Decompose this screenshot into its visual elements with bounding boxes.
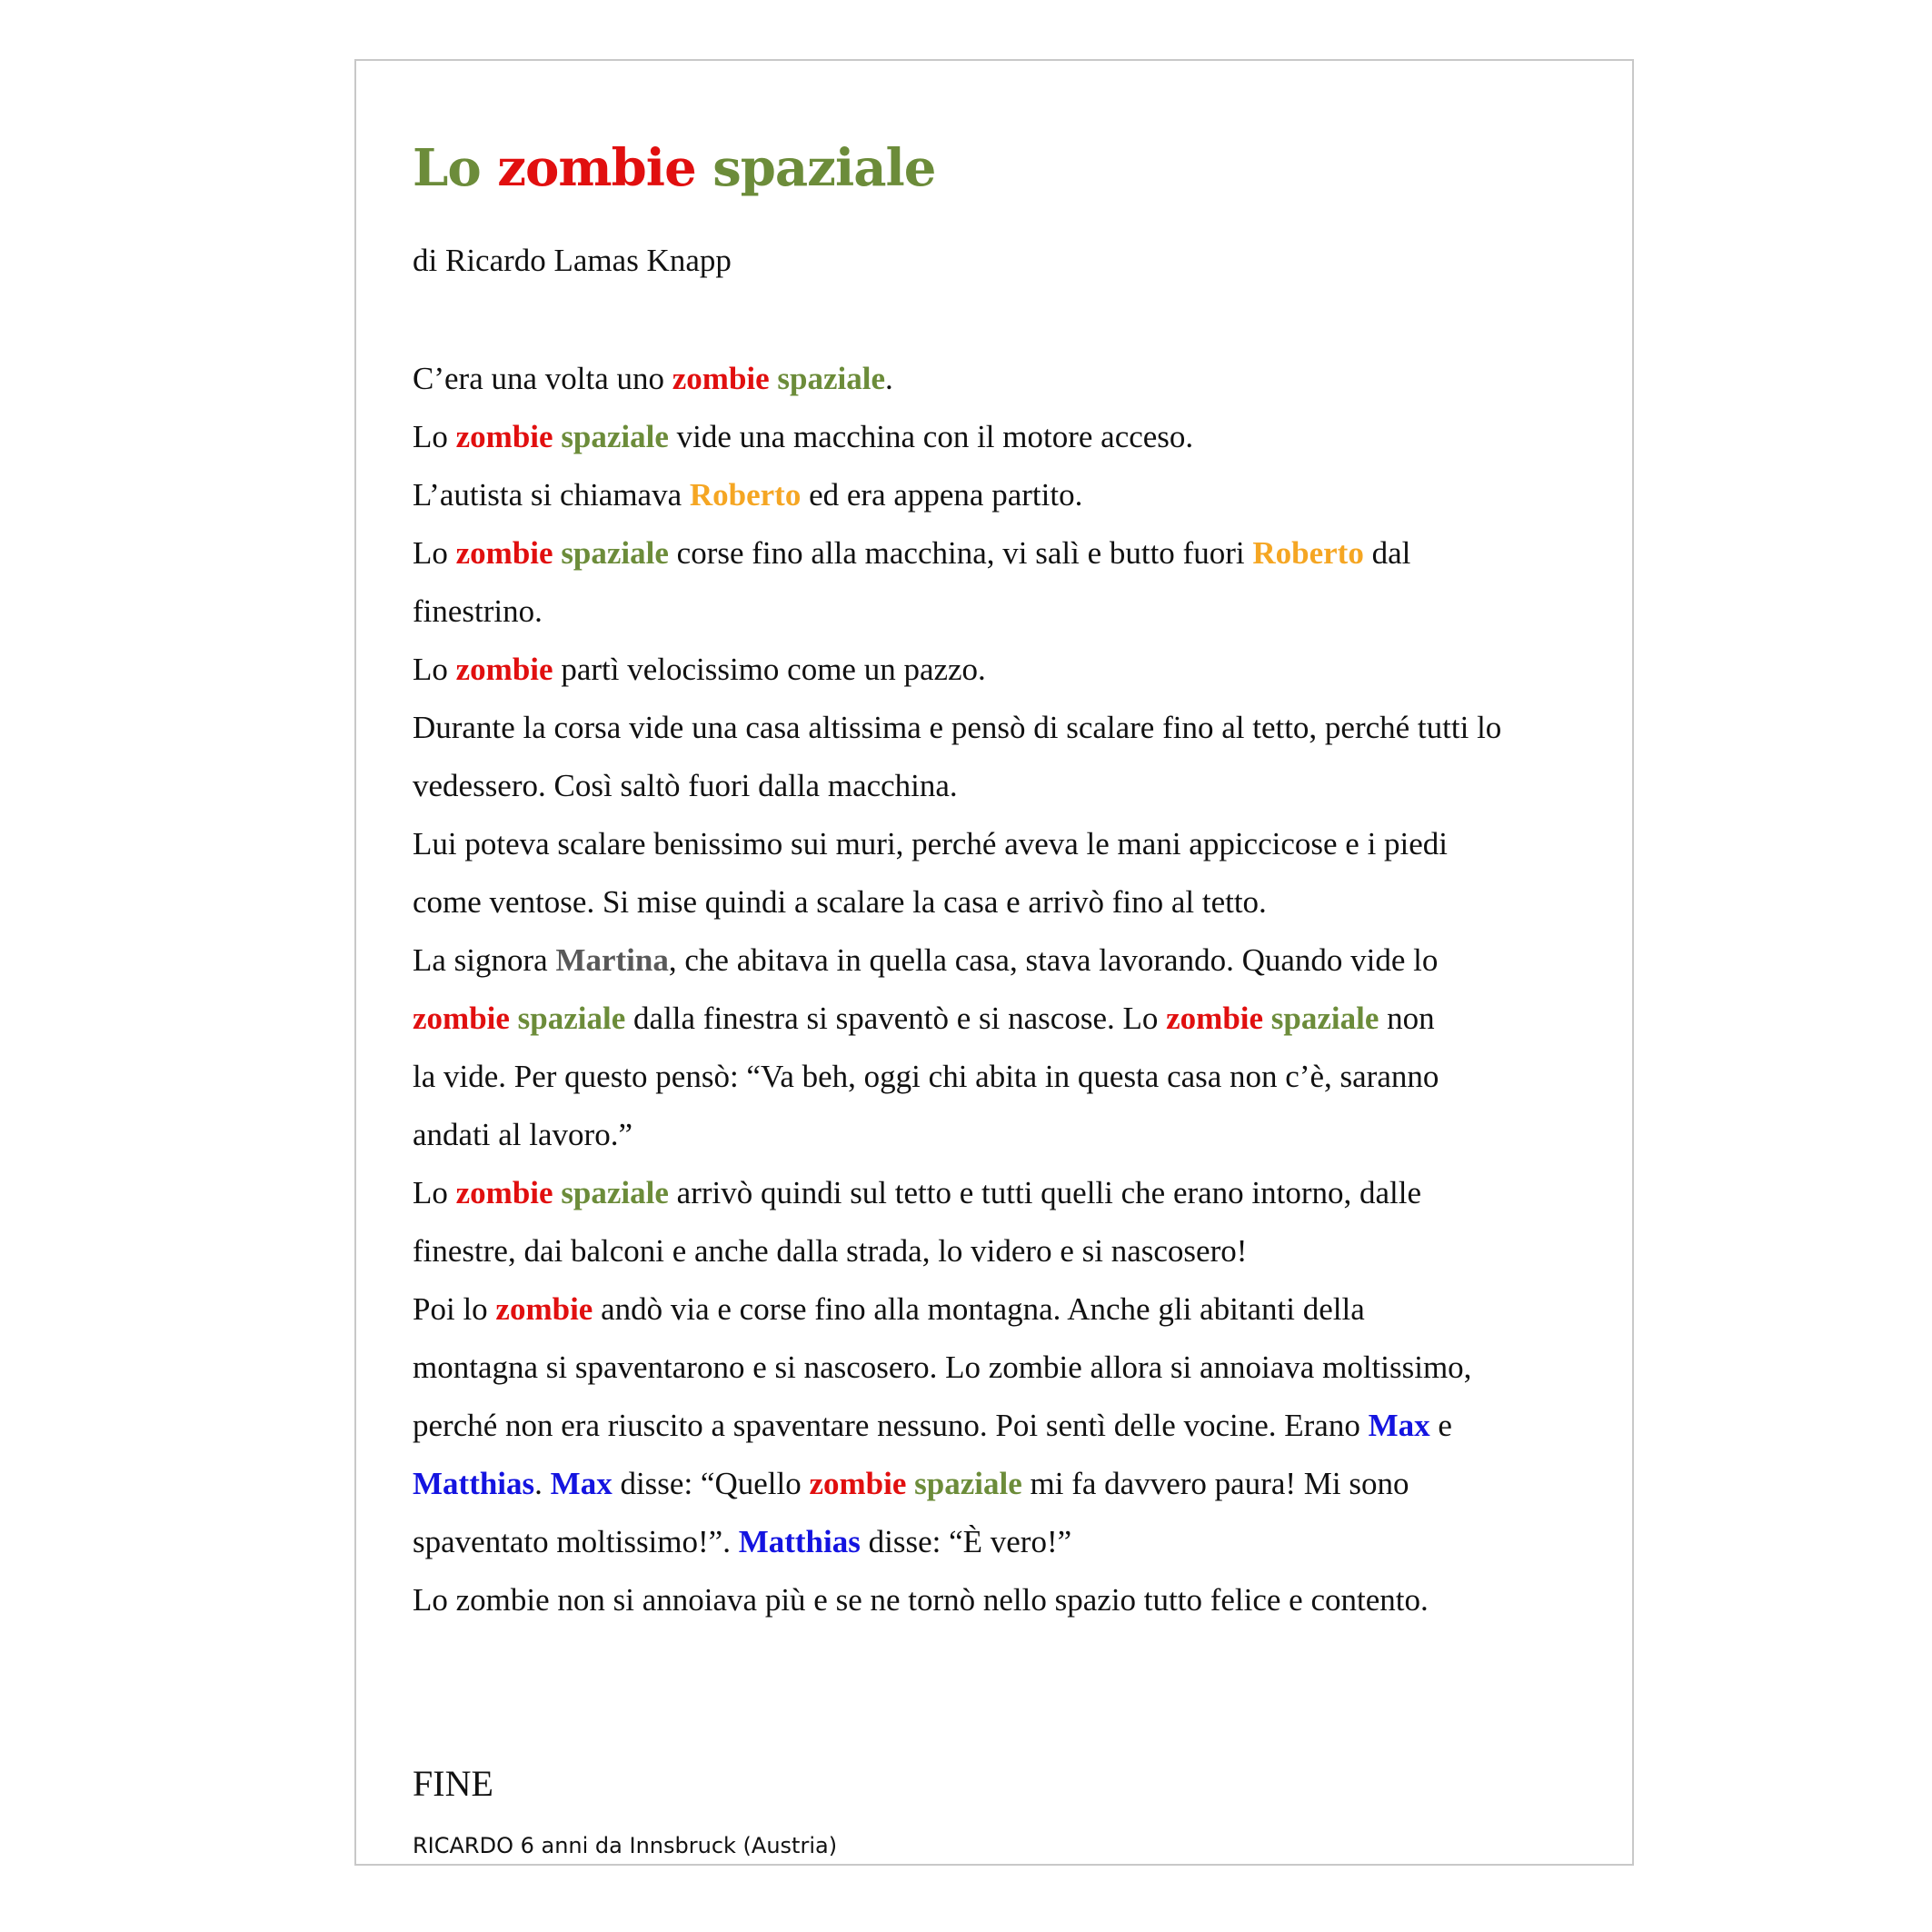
word-spaziale: spaziale (1270, 1001, 1379, 1036)
title-word-zombie: zombie (497, 138, 696, 198)
title-word-lo: Lo (413, 138, 481, 198)
name-roberto: Roberto (689, 477, 802, 513)
text: corse fino alla macchina, vi salì e butto fuori (668, 535, 1253, 571)
story-line-15 (413, 1164, 1594, 1222)
text: mi fa davvero paura! Mi sono (1021, 1466, 1409, 1501)
story-line-4 (413, 524, 1594, 583)
word-spaziale: spaziale (914, 1466, 1022, 1501)
story-line-17 (413, 1280, 1594, 1339)
word-spaziale: spaziale (561, 419, 669, 454)
story-line-20 (413, 1455, 1594, 1513)
story-line-5: finestrino. (413, 593, 543, 629)
author-credit: RICARDO 6 anni da Innsbruck (Austria) (413, 1833, 838, 1858)
text: . (534, 1466, 551, 1501)
text: vide una macchina con il motore acceso. (668, 419, 1194, 454)
word-zombie: zombie (455, 535, 553, 571)
text: andò via e corse fino alla montagna. Anche gli abitanti della (593, 1291, 1365, 1327)
end-marker: FINE (413, 1763, 493, 1804)
text: Poi lo (413, 1291, 496, 1327)
text: L’autista si chiamava (413, 477, 690, 513)
word-zombie: zombie (672, 361, 770, 396)
name-max: Max (550, 1466, 612, 1501)
text: Lo (413, 535, 456, 571)
story-line-18: montagna si spaventarono e si nascosero. Lo zombie allora si annoiava moltissimo, (413, 1349, 1472, 1385)
text: arrivò quindi sul tetto e tutti quelli che erano intorno, dalle (668, 1175, 1422, 1210)
name-matthias: Matthias (738, 1524, 861, 1559)
word-zombie: zombie (413, 1001, 510, 1036)
story-line-10: come ventose. Si mise quindi a scalare la casa e arrivò fino al tetto. (413, 884, 1267, 920)
name-matthias: Matthias (413, 1466, 535, 1501)
text: dal (1363, 535, 1411, 571)
word-spaziale: spaziale (561, 535, 669, 571)
story-body (413, 350, 1594, 1629)
story-line-1 (413, 350, 1594, 408)
word-zombie: zombie (495, 1291, 593, 1327)
author-line: di Ricardo Lamas Knapp (413, 243, 732, 278)
story-line-6 (413, 641, 1594, 699)
story-title (413, 138, 935, 198)
text: perché non era riuscito a spaventare nessuno. Poi sentì delle vocine. Erano (413, 1408, 1369, 1443)
text: , che abitava in quella casa, stava lavorando. Quando vide lo (668, 942, 1439, 978)
text: dalla finestra si spaventò e si nascose. Lo (625, 1001, 1167, 1036)
word-spaziale: spaziale (777, 361, 886, 396)
name-martina: Martina (555, 942, 669, 978)
story-line-3 (413, 466, 1594, 524)
word-zombie: zombie (809, 1466, 907, 1501)
title-word-spaziale: spaziale (712, 138, 936, 198)
story-line-16: finestre, dai balconi e anche dalla strada, lo videro e si nascosero! (413, 1233, 1248, 1269)
word-zombie: zombie (455, 419, 553, 454)
story-line-11 (413, 931, 1594, 990)
text: Lo (413, 1175, 456, 1210)
story-line-21 (413, 1513, 1594, 1571)
text: non (1379, 1001, 1435, 1036)
text: ed era appena partito. (801, 477, 1083, 513)
story-line-12 (413, 990, 1594, 1048)
story-line-22: Lo zombie non si annoiava più e se ne tornò nello spazio tutto felice e contento. (413, 1582, 1429, 1618)
story-line-2 (413, 408, 1594, 466)
document-page (354, 59, 1634, 1866)
word-spaziale: spaziale (561, 1175, 669, 1210)
story-line-8: vedessero. Così saltò fuori dalla macchina. (413, 768, 958, 803)
story-line-9: Lui poteva scalare benissimo sui muri, perché aveva le mani appiccicose e i piedi (413, 826, 1449, 861)
name-roberto: Roberto (1252, 535, 1364, 571)
text: partì velocissimo come un pazzo. (553, 652, 986, 687)
text: C’era una volta uno (413, 361, 672, 396)
story-line-14: andati al lavoro.” (413, 1117, 632, 1152)
word-zombie: zombie (455, 1175, 553, 1210)
story-line-7: Durante la corsa vide una casa altissima e pensò di scalare fino al tetto, perché tutti lo (413, 710, 1502, 745)
text: disse: “È vero!” (860, 1524, 1072, 1559)
word-spaziale: spaziale (517, 1001, 626, 1036)
text: disse: “Quello (612, 1466, 810, 1501)
text: La signora (413, 942, 556, 978)
text: spaventato moltissimo!”. (413, 1524, 739, 1559)
text: Lo (413, 652, 456, 687)
story-line-13: la vide. Per questo pensò: “Va beh, oggi chi abita in questa casa non c’è, saranno (413, 1059, 1439, 1094)
text: . (885, 361, 893, 396)
word-zombie: zombie (455, 652, 553, 687)
word-zombie: zombie (1166, 1001, 1264, 1036)
text: e (1429, 1408, 1452, 1443)
name-max: Max (1368, 1408, 1430, 1443)
story-line-19 (413, 1397, 1594, 1455)
text: Lo (413, 419, 456, 454)
